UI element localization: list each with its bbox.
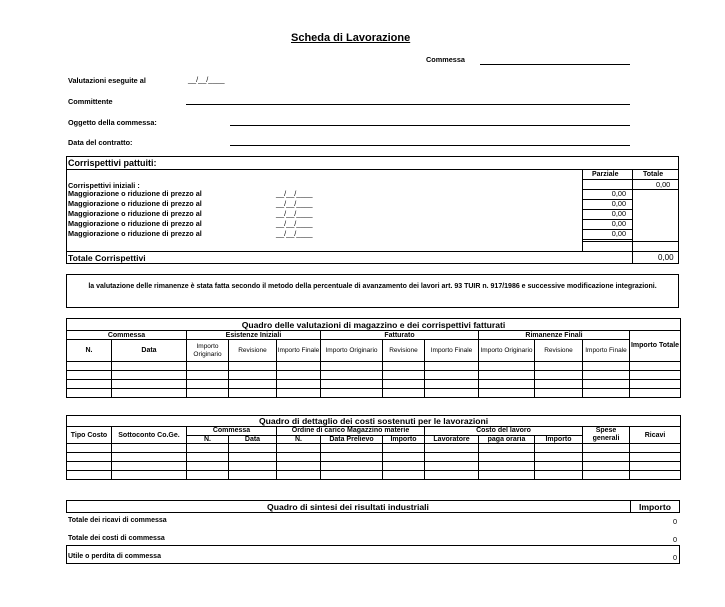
- qv-col-header: Data: [112, 340, 187, 362]
- totale-corrispettivi-value: 0,00: [658, 253, 674, 262]
- table-cell[interactable]: [187, 362, 229, 371]
- table-cell[interactable]: [112, 453, 187, 462]
- sintesi-utile-right-line: [679, 545, 680, 563]
- table-cell[interactable]: [425, 471, 479, 480]
- table-cell[interactable]: [187, 462, 229, 471]
- maggiorazione-label: Maggiorazione o riduzione di prezzo al: [68, 209, 202, 218]
- table-cell[interactable]: [229, 371, 277, 380]
- table-cell[interactable]: [425, 371, 479, 380]
- table-cell[interactable]: [321, 453, 383, 462]
- table-row: [67, 371, 681, 380]
- group-fatturato: Fatturato: [321, 331, 479, 340]
- table-cell[interactable]: [277, 371, 321, 380]
- committente-label: Committente: [68, 97, 113, 106]
- table-cell[interactable]: [112, 362, 187, 371]
- table-cell[interactable]: [535, 462, 583, 471]
- table-row: [67, 462, 681, 471]
- parziale-header: Parziale: [592, 171, 619, 178]
- table-cell[interactable]: [583, 471, 630, 480]
- sintesi-row-value: 0: [672, 535, 677, 544]
- data-contratto-label: Data del contratto:: [68, 138, 133, 147]
- table-cell[interactable]: [321, 389, 383, 398]
- table-cell[interactable]: [383, 462, 425, 471]
- table-cell[interactable]: [321, 371, 383, 380]
- table-cell[interactable]: [112, 444, 187, 453]
- spese-generali-text: Spese generali: [592, 427, 620, 442]
- table-cell[interactable]: [383, 444, 425, 453]
- table-cell[interactable]: [425, 444, 479, 453]
- corrispettivi-title-divider: [66, 169, 679, 170]
- maggiorazione-date-field[interactable]: __/__/____: [276, 229, 313, 238]
- table-cell[interactable]: [535, 380, 583, 389]
- note-text: la valutazione delle rimanenze è stata fatta secondo il metodo della percentuale di avanzamento dei lavori art. 93 TUIR n. 917/1986 e successive modificazione integrazioni.: [88, 283, 657, 290]
- group-rimanenze: Rimanenze Finali: [479, 331, 630, 340]
- table-cell[interactable]: [187, 389, 229, 398]
- maggiorazione-label: Maggiorazione o riduzione di prezzo al: [68, 199, 202, 208]
- table-cell[interactable]: [479, 371, 535, 380]
- table-row: [67, 380, 681, 389]
- table-cell[interactable]: [229, 444, 277, 453]
- table-cell[interactable]: [479, 380, 535, 389]
- maggiorazione-label: Maggiorazione o riduzione di prezzo al: [68, 219, 202, 228]
- table-cell[interactable]: [112, 380, 187, 389]
- qv-col-header: Importo Finale: [277, 340, 321, 362]
- table-cell[interactable]: [67, 389, 112, 398]
- table-cell[interactable]: [535, 444, 583, 453]
- table-cell[interactable]: [425, 389, 479, 398]
- table-cell[interactable]: [67, 462, 112, 471]
- sintesi-utile-top-line: [66, 545, 680, 546]
- quadro-costi-body: [67, 444, 681, 480]
- table-cell[interactable]: [277, 389, 321, 398]
- table-cell[interactable]: [383, 453, 425, 462]
- table-cell[interactable]: [630, 453, 681, 462]
- table-cell[interactable]: [321, 471, 383, 480]
- qc-col-header: N.: [187, 435, 229, 444]
- table-cell[interactable]: [277, 453, 321, 462]
- totale-col-left-line: [632, 169, 633, 251]
- iniziali-label: Corrispettivi iniziali :: [68, 181, 140, 190]
- qv-col-header: Importo Finale: [425, 340, 479, 362]
- table-cell[interactable]: [67, 444, 112, 453]
- table-cell[interactable]: [630, 471, 681, 480]
- table-cell[interactable]: [425, 462, 479, 471]
- table-cell[interactable]: [321, 380, 383, 389]
- ricavi-header: Ricavi: [630, 427, 681, 444]
- table-cell[interactable]: [277, 471, 321, 480]
- corrispettivi-bottom-divider: [582, 241, 679, 242]
- quadro-sintesi-importo: Importo: [639, 502, 671, 512]
- table-row: [67, 444, 681, 453]
- valutazioni-date-field[interactable]: __/__/____: [188, 75, 225, 84]
- table-cell[interactable]: [321, 444, 383, 453]
- table-cell[interactable]: [277, 362, 321, 371]
- table-cell[interactable]: [112, 462, 187, 471]
- group-commessa-costi: Commessa: [187, 427, 277, 436]
- table-cell[interactable]: [229, 362, 277, 371]
- maggiorazione-label: Maggiorazione o riduzione di prezzo al: [68, 189, 202, 198]
- maggiorazione-value: 0,00: [611, 219, 626, 228]
- table-cell[interactable]: [583, 389, 630, 398]
- totale-value-left-line: [632, 251, 633, 264]
- oggetto-field[interactable]: [230, 125, 630, 126]
- table-cell[interactable]: [229, 462, 277, 471]
- table-cell[interactable]: [583, 371, 630, 380]
- table-cell[interactable]: [67, 453, 112, 462]
- iniziali-totale: 0,00: [656, 180, 671, 189]
- sintesi-row-label: Utile o perdita di commessa: [68, 553, 161, 560]
- table-cell[interactable]: [277, 462, 321, 471]
- qv-col-header: Importo Finale: [583, 340, 630, 362]
- totale-header: Totale: [643, 171, 664, 178]
- quadro-sintesi-title: Quadro di sintesi dei risultati industriali: [267, 502, 429, 512]
- maggiorazione-value: 0,00: [611, 199, 626, 208]
- table-cell[interactable]: [425, 380, 479, 389]
- table-cell[interactable]: [67, 371, 112, 380]
- table-cell[interactable]: [383, 389, 425, 398]
- oggetto-label: Oggetto della commessa:: [68, 118, 157, 127]
- maggiorazione-label: Maggiorazione o riduzione di prezzo al: [68, 229, 202, 238]
- maggiorazione-divider: [582, 239, 632, 240]
- maggiorazione-value: 0,00: [611, 229, 626, 238]
- table-cell[interactable]: [187, 444, 229, 453]
- importo-totale-text: Importo Totale: [630, 342, 680, 349]
- table-cell[interactable]: [535, 389, 583, 398]
- maggiorazione-date-field[interactable]: __/__/____: [276, 199, 313, 208]
- table-cell[interactable]: [535, 362, 583, 371]
- maggiorazione-value: 0,00: [611, 209, 626, 218]
- commessa-field[interactable]: [480, 64, 630, 65]
- qv-col-header: Importo Originario: [187, 340, 229, 362]
- table-cell[interactable]: [67, 380, 112, 389]
- table-cell[interactable]: [229, 453, 277, 462]
- maggiorazione-date-field[interactable]: __/__/____: [276, 189, 313, 198]
- table-cell[interactable]: [187, 380, 229, 389]
- table-row: [67, 471, 681, 480]
- table-cell[interactable]: [229, 380, 277, 389]
- committente-field[interactable]: [186, 104, 630, 105]
- quadro-costi-title: Quadro di dettaglio dei costi sostenuti per le lavorazioni: [67, 416, 681, 427]
- table-cell[interactable]: [67, 471, 112, 480]
- table-cell[interactable]: [112, 471, 187, 480]
- maggiorazione-date-field[interactable]: __/__/____: [276, 209, 313, 218]
- data-contratto-field[interactable]: [230, 145, 630, 146]
- table-cell[interactable]: [479, 453, 535, 462]
- table-cell[interactable]: [277, 444, 321, 453]
- sintesi-row-value: 0: [672, 553, 677, 562]
- spese-generali-header: [583, 427, 630, 444]
- table-cell[interactable]: [383, 362, 425, 371]
- sintesi-utile-bottom-line: [66, 563, 680, 564]
- table-cell[interactable]: [583, 380, 630, 389]
- table-cell[interactable]: [479, 471, 535, 480]
- qc-col-header: Importo: [383, 435, 425, 444]
- sintesi-utile-left-line: [66, 545, 67, 563]
- table-cell[interactable]: [583, 462, 630, 471]
- table-cell[interactable]: [630, 380, 681, 389]
- qc-col-header: paga oraria: [479, 435, 535, 444]
- qv-col-header: Importo Originario: [479, 340, 535, 362]
- group-esistenze: Esistenze Iniziali: [187, 331, 321, 340]
- table-cell[interactable]: [383, 471, 425, 480]
- table-cell[interactable]: [425, 362, 479, 371]
- quadro-valutazioni-table: [66, 318, 681, 398]
- table-cell[interactable]: [229, 471, 277, 480]
- table-cell[interactable]: [321, 362, 383, 371]
- table-cell[interactable]: [67, 362, 112, 371]
- table-cell[interactable]: [630, 462, 681, 471]
- quadro-valutazioni-columns: [67, 340, 681, 362]
- group-ordine-carico: Ordine di carico Magazzino materie: [277, 427, 425, 436]
- table-cell[interactable]: [630, 362, 681, 371]
- qv-col-header: Revisione: [535, 340, 583, 362]
- corrispettivi-title: Corrispettivi pattuiti:: [68, 158, 157, 168]
- qc-col-header: Data: [229, 435, 277, 444]
- table-row: [67, 389, 681, 398]
- maggiorazione-date-field[interactable]: __/__/____: [276, 219, 313, 228]
- sottoconto-header: Sottoconto Co.Ge.: [112, 427, 187, 444]
- sintesi-row-label: Totale dei ricavi di commessa: [68, 517, 167, 524]
- sintesi-row-label: Totale dei costi di commessa: [68, 535, 165, 542]
- table-cell[interactable]: [479, 444, 535, 453]
- table-cell[interactable]: [479, 389, 535, 398]
- table-cell[interactable]: [479, 362, 535, 371]
- table-cell[interactable]: [112, 371, 187, 380]
- table-cell[interactable]: [535, 453, 583, 462]
- qv-col-header: N.: [67, 340, 112, 362]
- qv-col-header: Importo Originario: [321, 340, 383, 362]
- table-cell[interactable]: [630, 389, 681, 398]
- commessa-label: Commessa: [426, 55, 465, 64]
- maggiorazione-value: 0,00: [611, 189, 626, 198]
- table-row: [67, 453, 681, 462]
- qv-col-header: Revisione: [383, 340, 425, 362]
- table-cell[interactable]: [479, 462, 535, 471]
- table-cell[interactable]: [277, 380, 321, 389]
- table-cell[interactable]: [583, 444, 630, 453]
- quadro-valutazioni-title: Quadro delle valutazioni di magazzino e dei corrispettivi fatturati: [67, 319, 681, 331]
- table-cell[interactable]: [535, 471, 583, 480]
- sintesi-row-value: 0: [672, 517, 677, 526]
- quadro-valutazioni-body: [67, 362, 681, 398]
- page-title: Scheda di Lavorazione: [291, 32, 411, 44]
- table-cell[interactable]: [383, 380, 425, 389]
- table-cell[interactable]: [583, 362, 630, 371]
- importo-totale-header: [630, 331, 681, 362]
- table-cell[interactable]: [187, 453, 229, 462]
- table-cell[interactable]: [187, 371, 229, 380]
- table-cell[interactable]: [112, 389, 187, 398]
- table-row: [67, 362, 681, 371]
- qc-col-header: Data Prelievo: [321, 435, 383, 444]
- qc-col-header: N.: [277, 435, 321, 444]
- valutazioni-label: Valutazioni eseguite al: [68, 76, 146, 85]
- group-commessa: Commessa: [67, 331, 187, 340]
- table-cell[interactable]: [630, 371, 681, 380]
- table-cell[interactable]: [630, 444, 681, 453]
- qv-col-header: Revisione: [229, 340, 277, 362]
- table-cell[interactable]: [383, 371, 425, 380]
- table-cell[interactable]: [229, 389, 277, 398]
- totale-corrispettivi-label: Totale Corrispettivi: [68, 253, 146, 263]
- tipo-costo-header: Tipo Costo: [67, 427, 112, 444]
- group-costo-lavoro: Costo del lavoro: [425, 427, 583, 436]
- table-cell[interactable]: [321, 462, 383, 471]
- table-cell[interactable]: [535, 371, 583, 380]
- totale-divider: [66, 251, 679, 252]
- table-cell[interactable]: [187, 471, 229, 480]
- qc-col-header: Lavoratore: [425, 435, 479, 444]
- qc-col-header: Importo: [535, 435, 583, 444]
- table-cell[interactable]: [425, 453, 479, 462]
- quadro-costi-table: [66, 415, 681, 480]
- table-cell[interactable]: [583, 453, 630, 462]
